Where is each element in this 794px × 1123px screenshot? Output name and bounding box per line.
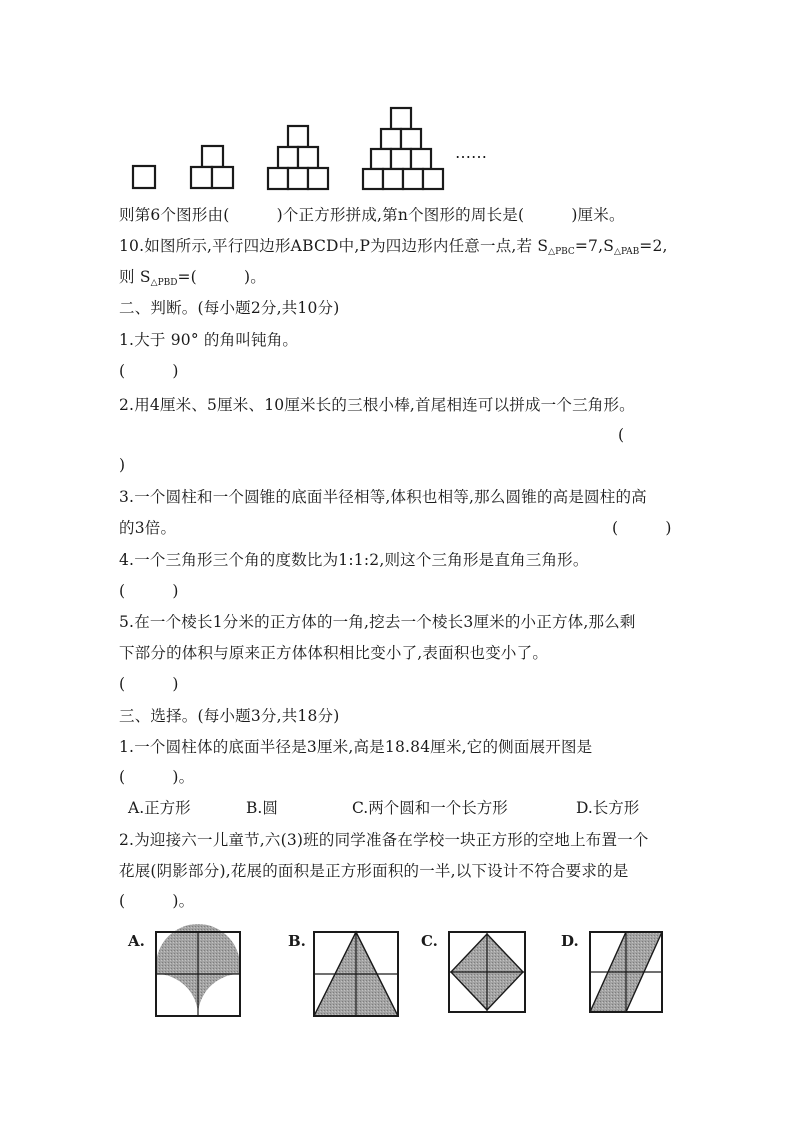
s2-q4-answer-paren: ( ) bbox=[119, 582, 179, 600]
subscript-pbd: △PBD bbox=[150, 278, 178, 288]
s2-q2: 2.用4厘米、5厘米、10厘米长的三根小棒,首尾相连可以拼成一个三角形。 bbox=[119, 396, 635, 414]
q10-eq1: =7,S bbox=[574, 237, 615, 255]
s3-q2-line3: ( )。 bbox=[119, 892, 195, 910]
square-pyramid-figures bbox=[0, 0, 794, 200]
figure-2 bbox=[191, 146, 233, 188]
s2-q5-answer-paren: ( ) bbox=[119, 675, 179, 693]
design-d bbox=[561, 932, 662, 1012]
s2-q2-answer-open: ( bbox=[618, 426, 625, 444]
section2-title: 二、判断。(每小题2分,共10分) bbox=[119, 299, 340, 317]
section3-title: 三、选择。(每小题3分,共18分) bbox=[119, 707, 340, 725]
q10-eq2: =2, bbox=[639, 237, 668, 255]
subscript-pbc: △PBC bbox=[548, 247, 575, 257]
s2-q2-answer-close: ) bbox=[119, 456, 126, 474]
s2-q4: 4.一个三角形三个角的度数比为1:1:2,则这个三角形是直角三角形。 bbox=[119, 551, 589, 569]
design-c bbox=[421, 932, 525, 1012]
s3-q1-line1: 1.一个圆柱体的底面半径是3厘米,高是18.84厘米,它的侧面展开图是 bbox=[119, 738, 593, 756]
s2-q3-line1: 3.一个圆柱和一个圆锥的底面半径相等,体积也相等,那么圆锥的高是圆柱的高 bbox=[119, 488, 647, 506]
q10-line2-pre: 则 S bbox=[119, 268, 151, 286]
q10-line1 bbox=[119, 236, 668, 262]
s2-q3-line2: 的3倍。 bbox=[119, 519, 177, 537]
s2-q5-line2: 下部分的体积与原来正方体体积相比变小了,表面积也变小了。 bbox=[119, 644, 549, 662]
s2-q3-answer-paren: ( ) bbox=[612, 519, 672, 537]
s2-q1-answer-paren: ( ) bbox=[119, 362, 179, 380]
s2-q5-line1: 5.在一个棱长1分米的正方体的一角,挖去一个棱长3厘米的小正方体,那么剩 bbox=[119, 613, 636, 631]
s3-q1-option-c: C.两个圆和一个长方形 bbox=[352, 799, 508, 817]
subscript-pab: △PAB bbox=[614, 247, 640, 257]
design-c-label: C. bbox=[421, 932, 438, 950]
figure-4 bbox=[363, 108, 443, 189]
figure-3 bbox=[268, 126, 328, 189]
flower-show-design-figures bbox=[0, 920, 794, 1020]
q10-line2-post: =( )。 bbox=[177, 268, 266, 286]
s2-q1: 1.大于 90° 的角叫钝角。 bbox=[119, 331, 299, 349]
q10-text: 10.如图所示,平行四边形ABCD中,P为四边形内任意一点,若 S bbox=[119, 237, 549, 255]
s3-q1-option-d: D.长方形 bbox=[576, 799, 640, 817]
design-d-label: D. bbox=[561, 932, 579, 950]
s3-q1-option-a: A.正方形 bbox=[128, 799, 191, 817]
q10-line2 bbox=[119, 267, 266, 293]
s3-q1-line2: ( )。 bbox=[119, 768, 195, 786]
design-b-label: B. bbox=[288, 932, 306, 950]
design-a-label: A. bbox=[128, 932, 145, 950]
s3-q2-line1: 2.为迎接六一儿童节,六(3)班的同学准备在学校一块正方形的空地上布置一个 bbox=[119, 831, 649, 849]
s3-q1-option-b: B.圆 bbox=[246, 799, 278, 817]
s3-q2-line2: 花展(阴影部分),花展的面积是正方形面积的一半,以下设计不符合要求的是 bbox=[119, 862, 629, 880]
design-b bbox=[288, 932, 398, 1016]
q9-line: 则第6个图形由( )个正方形拼成,第n个图形的周长是( )厘米。 bbox=[119, 206, 625, 224]
ellipsis-text: …… bbox=[455, 143, 487, 162]
design-a bbox=[127, 924, 240, 1016]
figure-1 bbox=[133, 166, 155, 188]
